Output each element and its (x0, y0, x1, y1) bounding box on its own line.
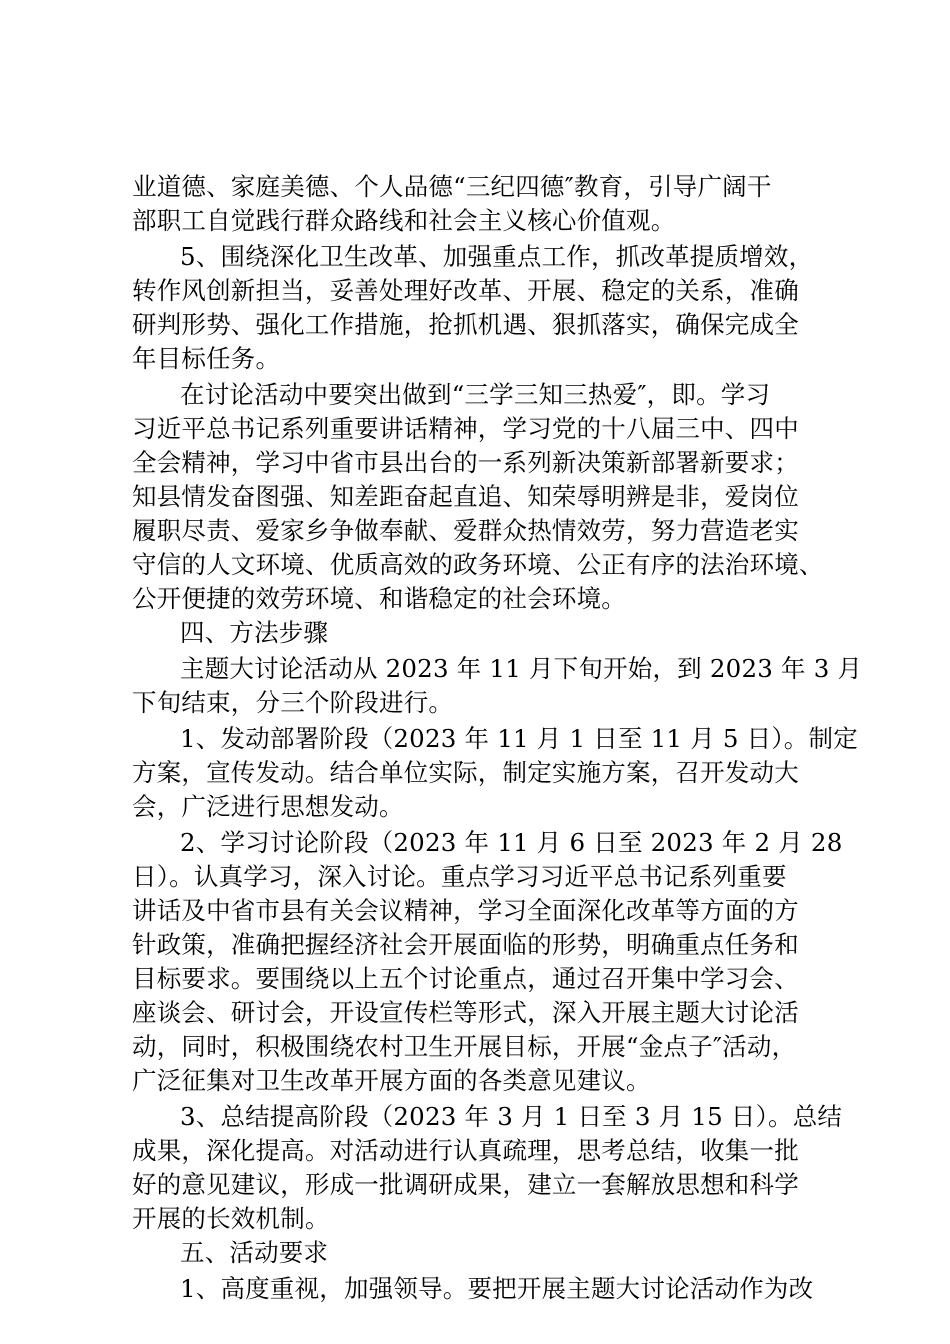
text-line: 会，广泛进行思想发动。 (132, 792, 404, 821)
text-line: 全会精神，学习中省市县出台的一系列新决策新部署新要求； (132, 448, 799, 477)
section-heading: 四、方法步骤 (180, 618, 329, 647)
text-line: 下旬结束，分三个阶段进行。 (132, 688, 454, 717)
text-line: 动，同时，积极围绕农村卫生开展目标，开展“金点子″活动， (132, 1032, 797, 1061)
text-line: 习近平总书记系列重要讲话精神，学习党的十八届三中、四中 (132, 414, 799, 443)
text-line: 5、围绕深化卫生改革、加强重点工作，抓改革提质增效， (180, 242, 814, 271)
text-line: 履职尽责、爱家乡争做奉献、爱群众热情效劳，努力营造老实 (132, 516, 799, 545)
text-line: 开展的长效机制。 (132, 1204, 330, 1233)
text-line: 主题大讨论活动从 2023 年 11 月下旬开始，到 2023 年 3 月 (180, 654, 863, 683)
text-line: 好的意见建议，形成一批调研成果，建立一套解放思想和科学 (132, 1170, 799, 1199)
text-line: 业道德、家庭美德、个人品德“三纪四德″教育，引导广阔干 (132, 172, 772, 201)
text-line: 日）。认真学习，深入讨论。重点学习习近平总书记系列重要 (132, 862, 787, 891)
text-line: 讲话及中省市县有关会议精神，学习全面深化改革等方面的方 (132, 896, 799, 925)
text-line: 目标要求。要围绕以上五个讨论重点，通过召开集中学习会、 (132, 964, 799, 993)
text-line: 公开便捷的效劳环境、和谐稳定的社会环境。 (132, 584, 626, 613)
section-heading: 五、活动要求 (180, 1238, 329, 1267)
text-line: 部职工自觉践行群众路线和社会主义核心价值观。 (132, 206, 676, 235)
text-line: 守信的人文环境、优质高效的政务环境、公正有序的法治环境、 (132, 550, 824, 579)
text-line: 研判形势、强化工作措施，抢抓机遇、狠抓落实，确保完成全 (132, 310, 799, 339)
text-line: 方案，宣传发动。结合单位实际，制定实施方案，召开发动大 (132, 758, 799, 787)
text-line: 2、学习讨论阶段（2023 年 11 月 6 日至 2023 年 2 月 28 (180, 828, 843, 857)
text-line: 知县情发奋图强、知差距奋起直追、知荣辱明辨是非，爱岗位 (132, 482, 799, 511)
text-line: 在讨论活动中要突出做到“三学三知三热爱″，即。学习 (180, 380, 771, 409)
text-line: 针政策，准确把握经济社会开展面临的形势，明确重点任务和 (132, 930, 799, 959)
text-line: 座谈会、研讨会，开设宣传栏等形式，深入开展主题大讨论活 (132, 998, 799, 1027)
text-line: 1、发动部署阶段（2023 年 11 月 1 日至 11 月 5 日）。制定 (180, 724, 858, 753)
text-line: 3、总结提高阶段（2023 年 3 月 1 日至 3 月 15 日）。总结 (180, 1102, 843, 1131)
text-line: 1、高度重视，加强领导。要把开展主题大讨论活动作为改 (180, 1274, 814, 1303)
text-line: 成果，深化提高。对活动进行认真疏理，思考总结，收集一批 (132, 1136, 799, 1165)
text-line: 转作风创新担当，妥善处理好改革、开展、稳定的关系，准确 (132, 276, 799, 305)
text-line: 广泛征集对卫生改革开展方面的各类意见建议。 (132, 1066, 651, 1095)
text-line: 年目标任务。 (132, 344, 281, 373)
